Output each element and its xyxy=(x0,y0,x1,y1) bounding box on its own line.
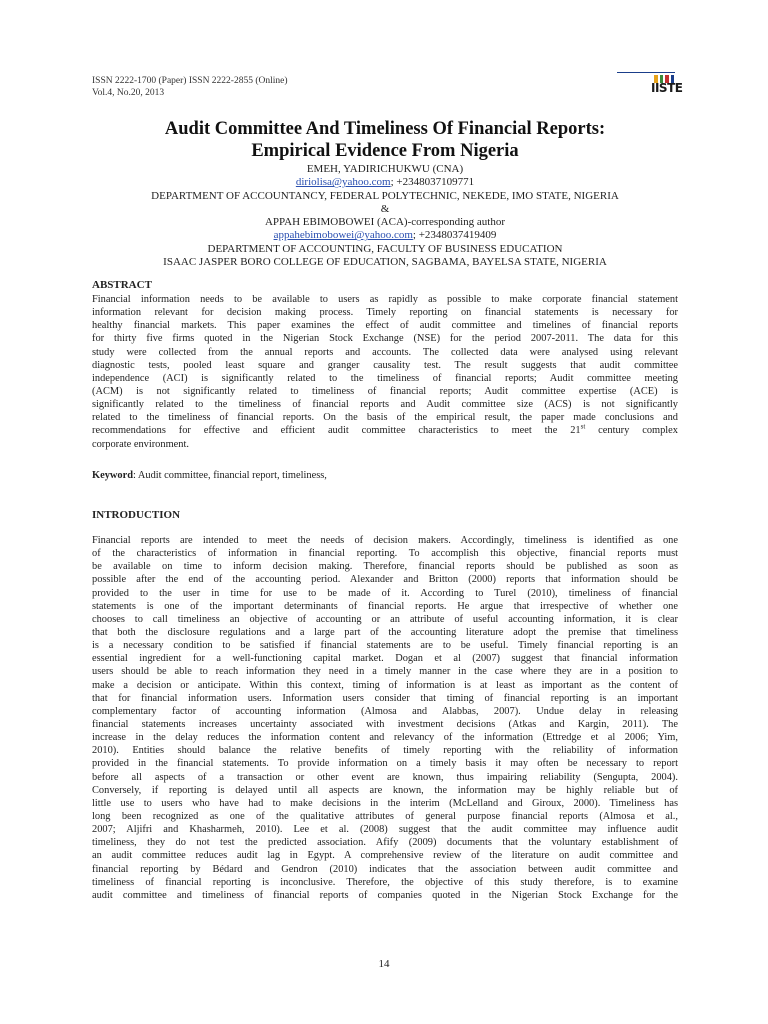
abstract-line: independence (ACI) is significantly related to the timeliness of financial reports; Audit committee meeting xyxy=(92,372,678,384)
introduction-line: timeliness, they do not test the predicted association. Afify (2009) documents that the voluntary establishment of xyxy=(92,837,678,849)
introduction-line: long been recognized as one of the qualitative attributes of general purpose financial reports (Almosa et al., xyxy=(92,810,678,822)
abstract-line-11-pre: recommendations for effective and efficient audit committee characteristics to meet the 21 xyxy=(92,425,581,437)
introduction-line: that both the disclosure regulations and a large part of the accounting literature adopt the premise that timeliness xyxy=(92,626,678,638)
author-2-contact xyxy=(92,229,678,242)
author-2-name: APPAH EBIMOBOWEI (ACA)-corresponding author xyxy=(264,216,506,229)
introduction-line: users should be able to reach information they need in a timely manner in the case where they are in a position to xyxy=(92,666,678,678)
keyword-line xyxy=(92,470,327,481)
introduction-line: possible after the end of the accounting period. Alexander and Britton (2000) reports that information should be xyxy=(92,574,678,586)
author-2-department: DEPARTMENT OF ACCOUNTING, FACULTY OF BUSINESS EDUCATION xyxy=(207,242,563,255)
introduction-line: before all aspects of a transaction or other event are known, thus impairing reliability (Sengupta, 2004). xyxy=(92,771,678,783)
introduction-body xyxy=(92,534,678,902)
journal-header xyxy=(92,75,288,99)
abstract-line: information relevant for decision making process. Timely reporting on financial statements is necessary for xyxy=(92,307,678,319)
introduction-line: of the characteristics of information in financial reporting. To accomplish this objective, financial reports must xyxy=(92,548,678,560)
author-separator: & xyxy=(380,202,390,215)
introduction-line: 2007; Aljifri and Khasharmeh, 2010). Lee et al. (2008) suggest that the audit committee may influence audit xyxy=(92,824,678,836)
abstract-line: diagnostic tests, pooled least square and granger causality test. The result suggests that audit committee xyxy=(92,359,678,371)
abstract-heading: ABSTRACT xyxy=(92,279,152,291)
introduction-line: financial statements increases uncertainty associated with investment decisions (Atkas and Kargin, 2011). The xyxy=(92,718,678,730)
abstract-line: healthy financial markets. This paper examines the effect of audit committee and timelines of financial reports xyxy=(92,320,678,332)
issn-line: ISSN 2222-1700 (Paper) ISSN 2222-2855 (Online) xyxy=(92,76,288,86)
introduction-line: make a decision or anticipate. Within this context, timing of information is at least as important as the content of xyxy=(92,679,678,691)
introduction-line: that for financial information users. Information users consider that timing of financial reporting is an important xyxy=(92,692,678,704)
author-1-phone: ; +2348037109771 xyxy=(390,176,475,189)
introduction-line: is a necessary condition to be satisfied if financial statements are to be useful. Timely financial reporting is an xyxy=(92,640,678,652)
abstract-body xyxy=(92,293,678,451)
introduction-line: be available on time to inform decision making. Therefore, financial reports should be published as soon as xyxy=(92,561,678,573)
keyword-text: : Audit committee, financial report, timeliness, xyxy=(132,470,327,481)
abstract-line: study were collected from the annual reports and accounts. The collected data were analysed using relevant xyxy=(92,346,678,358)
introduction-line: Financial reports are intended to meet the needs of decision makers. Accordingly, timeliness is identified as one xyxy=(92,535,678,546)
abstract-line: Financial information needs to be available to users as rapidly as possible to make corporate financial statement xyxy=(92,294,678,305)
introduction-line: increase in the delay reduces the information content and relevancy of the information (Ettredge et al 2006; Yim, xyxy=(92,732,678,744)
logo-rule xyxy=(617,72,675,73)
introduction-line: Conversely, if reporting is delayed until all aspects are known, the information may be highly reliable but of xyxy=(92,784,678,796)
introduction-line: audit committee and timeliness of financial reports of companies quoted in the Nigerian Stock Exchange for the xyxy=(92,889,678,901)
title-line-2: Empirical Evidence From Nigeria xyxy=(251,141,519,161)
author-1-name: EMEH, YADIRICHUKWU (CNA) xyxy=(306,163,464,175)
introduction-line: financial reporting by Bédard and Gendron (2010) indicates that the association between audit committee and xyxy=(92,863,678,875)
author-block xyxy=(92,163,678,269)
abstract-line: for thirty five firms quoted in the Nigerian Stock Exchange (NSE) for the period 2007-2011. The data for this xyxy=(92,333,678,345)
abstract-line: corporate environment. xyxy=(92,438,189,450)
journal-logo xyxy=(617,68,683,104)
introduction-line: little use to users who have had to make decisions in the interim (McLelland and Giroux, 2000). Timeliness has xyxy=(92,797,678,809)
introduction-line: statements is one of the important determinants of financial reports. He argue that irrespective of whether one xyxy=(92,600,678,612)
paper-title xyxy=(92,118,678,162)
author-1-department: DEPARTMENT OF ACCOUNTANCY, FEDERAL POLYTECHNIC, NEKEDE, IMO STATE, NIGERIA xyxy=(151,189,619,202)
abstract-line-11-post: century complex xyxy=(585,425,678,437)
page-number: 14 xyxy=(378,958,390,970)
introduction-line: chooses to call timeliness an objective of accounting or an attribute of useful accounting information, it is clear xyxy=(92,613,678,625)
superscript-st: st xyxy=(580,422,586,431)
abstract-line-with-superscript xyxy=(92,424,678,437)
introduction-line: 2010). Entities should balance the relative benefits of timely reporting with the reliability of information xyxy=(92,745,678,757)
introduction-line: provided in the financial statements. To provide information on a timely basis it may often be necessary to report xyxy=(92,758,678,770)
abstract-line: (ACM) is not significantly related to timeliness of financial reports; Audit committee expertise (ACE) is xyxy=(92,385,678,397)
introduction-line: provided to the user in time for use to be made of it. According to Turel (2010), timeliness of financial xyxy=(92,587,678,599)
introduction-line: essential ingredient for a well-functioning capital market. Dogan et al (2007) suggest that financial information xyxy=(92,653,678,665)
abstract-line: related to the timeliness of financial reports. On the basis of the empirical result, the paper made conclusions and xyxy=(92,412,678,424)
author-1-contact xyxy=(92,176,678,189)
introduction-heading: INTRODUCTION xyxy=(92,509,181,521)
introduction-line: complementary factor of accounting information (Almosa and Alabbas, 2007). Undue delay in releasing xyxy=(92,705,678,717)
abstract-line: significantly related to the timeliness of financial reports and Audit committee size (ACS) is not significantly xyxy=(92,399,678,411)
logo-text: IISTE xyxy=(651,81,683,95)
volume-line: Vol.4, No.20, 2013 xyxy=(92,88,165,98)
author-2-phone: ; +2348037419409 xyxy=(412,229,497,242)
title-line-1: Audit Committee And Timeliness Of Financial Reports: xyxy=(164,119,606,139)
introduction-line: an audit committee reduces audit lag in Egypt. A comprehensive review of the literature on audit committee and xyxy=(92,850,678,862)
author-1-email-link[interactable]: diriolisa@yahoo.com xyxy=(295,176,391,189)
introduction-line: timeliness of financial reporting is inconclusive. Therefore, the objective of this study therefore, is to examine xyxy=(92,876,678,888)
keyword-label: Keyword xyxy=(92,470,133,481)
author-2-email-link[interactable]: appahebimobowei@yahoo.com xyxy=(273,229,413,242)
author-2-institution: ISAAC JASPER BORO COLLEGE OF EDUCATION, SAGBAMA, BAYELSA STATE, NIGERIA xyxy=(163,256,607,269)
